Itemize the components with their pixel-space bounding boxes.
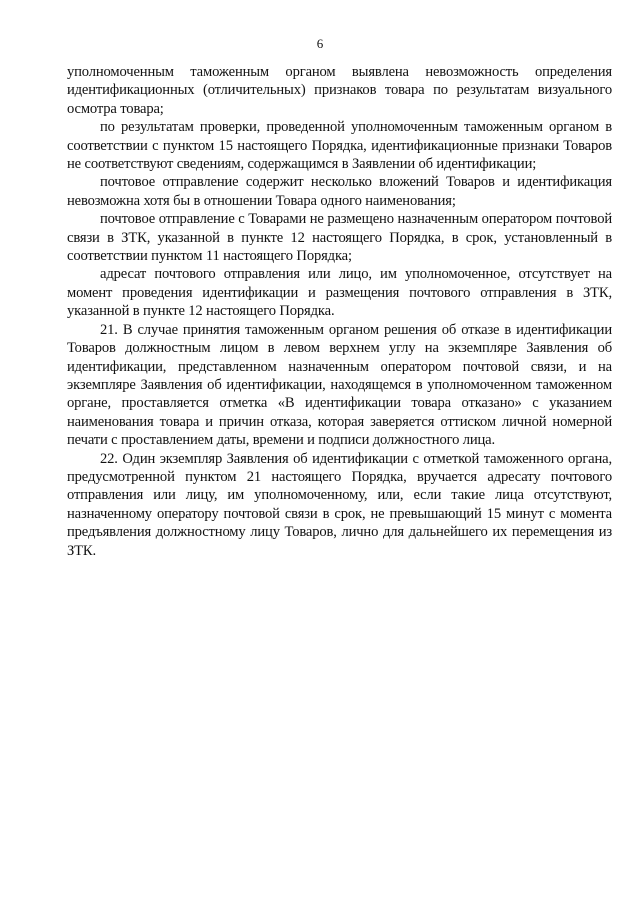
paragraph-21: 21. В случае принятия таможенным органом решения об отказе в идентификации Товаров должностным лицом в левом верхнем углу на экземпляре Заявления об идентификации, представленном назначенным оператором почтовой связи, и на экземпляре Заявления об идентификации, находящемся в уполномоченном таможенном органе, проставляется отметка «В идентификации товара отказано» с указанием наименования товара и причин отказа, которая заверяется оттиском личной номерной печати с проставлением даты, времени и подписи должностного лица.	[67, 321, 612, 449]
paragraph-addressee-absent: адресат почтового отправления или лицо, им уполномоченное, отсутствует на момент проведения идентификации и размещения почтового отправления в ЗТК, указанной в пункте 12 настоящего Порядка.	[67, 266, 612, 320]
paragraph-multiple-attachments: почтовое отправление содержит несколько вложений Товаров и идентификация невозможна хотя бы в отношении Товара одного наименования;	[67, 174, 612, 209]
paragraph-22: 22. Один экземпляр Заявления об идентификации с отметкой таможенного органа, предусмотренной пунктом 21 настоящего Порядка, вручается адресату почтового отправления или лицу, им уполномоченному, или, если такие лица отсутствуют, назначенному оператору почтовой связи в срок, не превышающий 15 минут с момента предъявления должностному лицу Товаров, лично для дальнейшего их перемещения из ЗТК.	[67, 450, 612, 559]
paragraph-not-placed-in-ztk: почтовое отправление с Товарами не размещено назначенным оператором почтовой связи в ЗТК, указанной в пункте 12 настоящего Порядка, в срок, установленный в соответствии пунктом 11 настоящего Порядка;	[67, 211, 612, 265]
paragraph-verification-mismatch: по результатам проверки, проведенной уполномоченным таможенным органом в соответствии с пунктом 15 настоящего Порядка, идентификационные признаки Товаров не соответствуют сведениям, содержащимся в Заявлении об идентификации;	[67, 119, 612, 173]
paragraph-continuation: уполномоченным таможенным органом выявлена невозможность определения идентификационных (отличительных) признаков товара по результатам визуального осмотра товара;	[67, 64, 612, 117]
document-body	[67, 63, 612, 560]
page-number: 6	[316, 36, 324, 51]
